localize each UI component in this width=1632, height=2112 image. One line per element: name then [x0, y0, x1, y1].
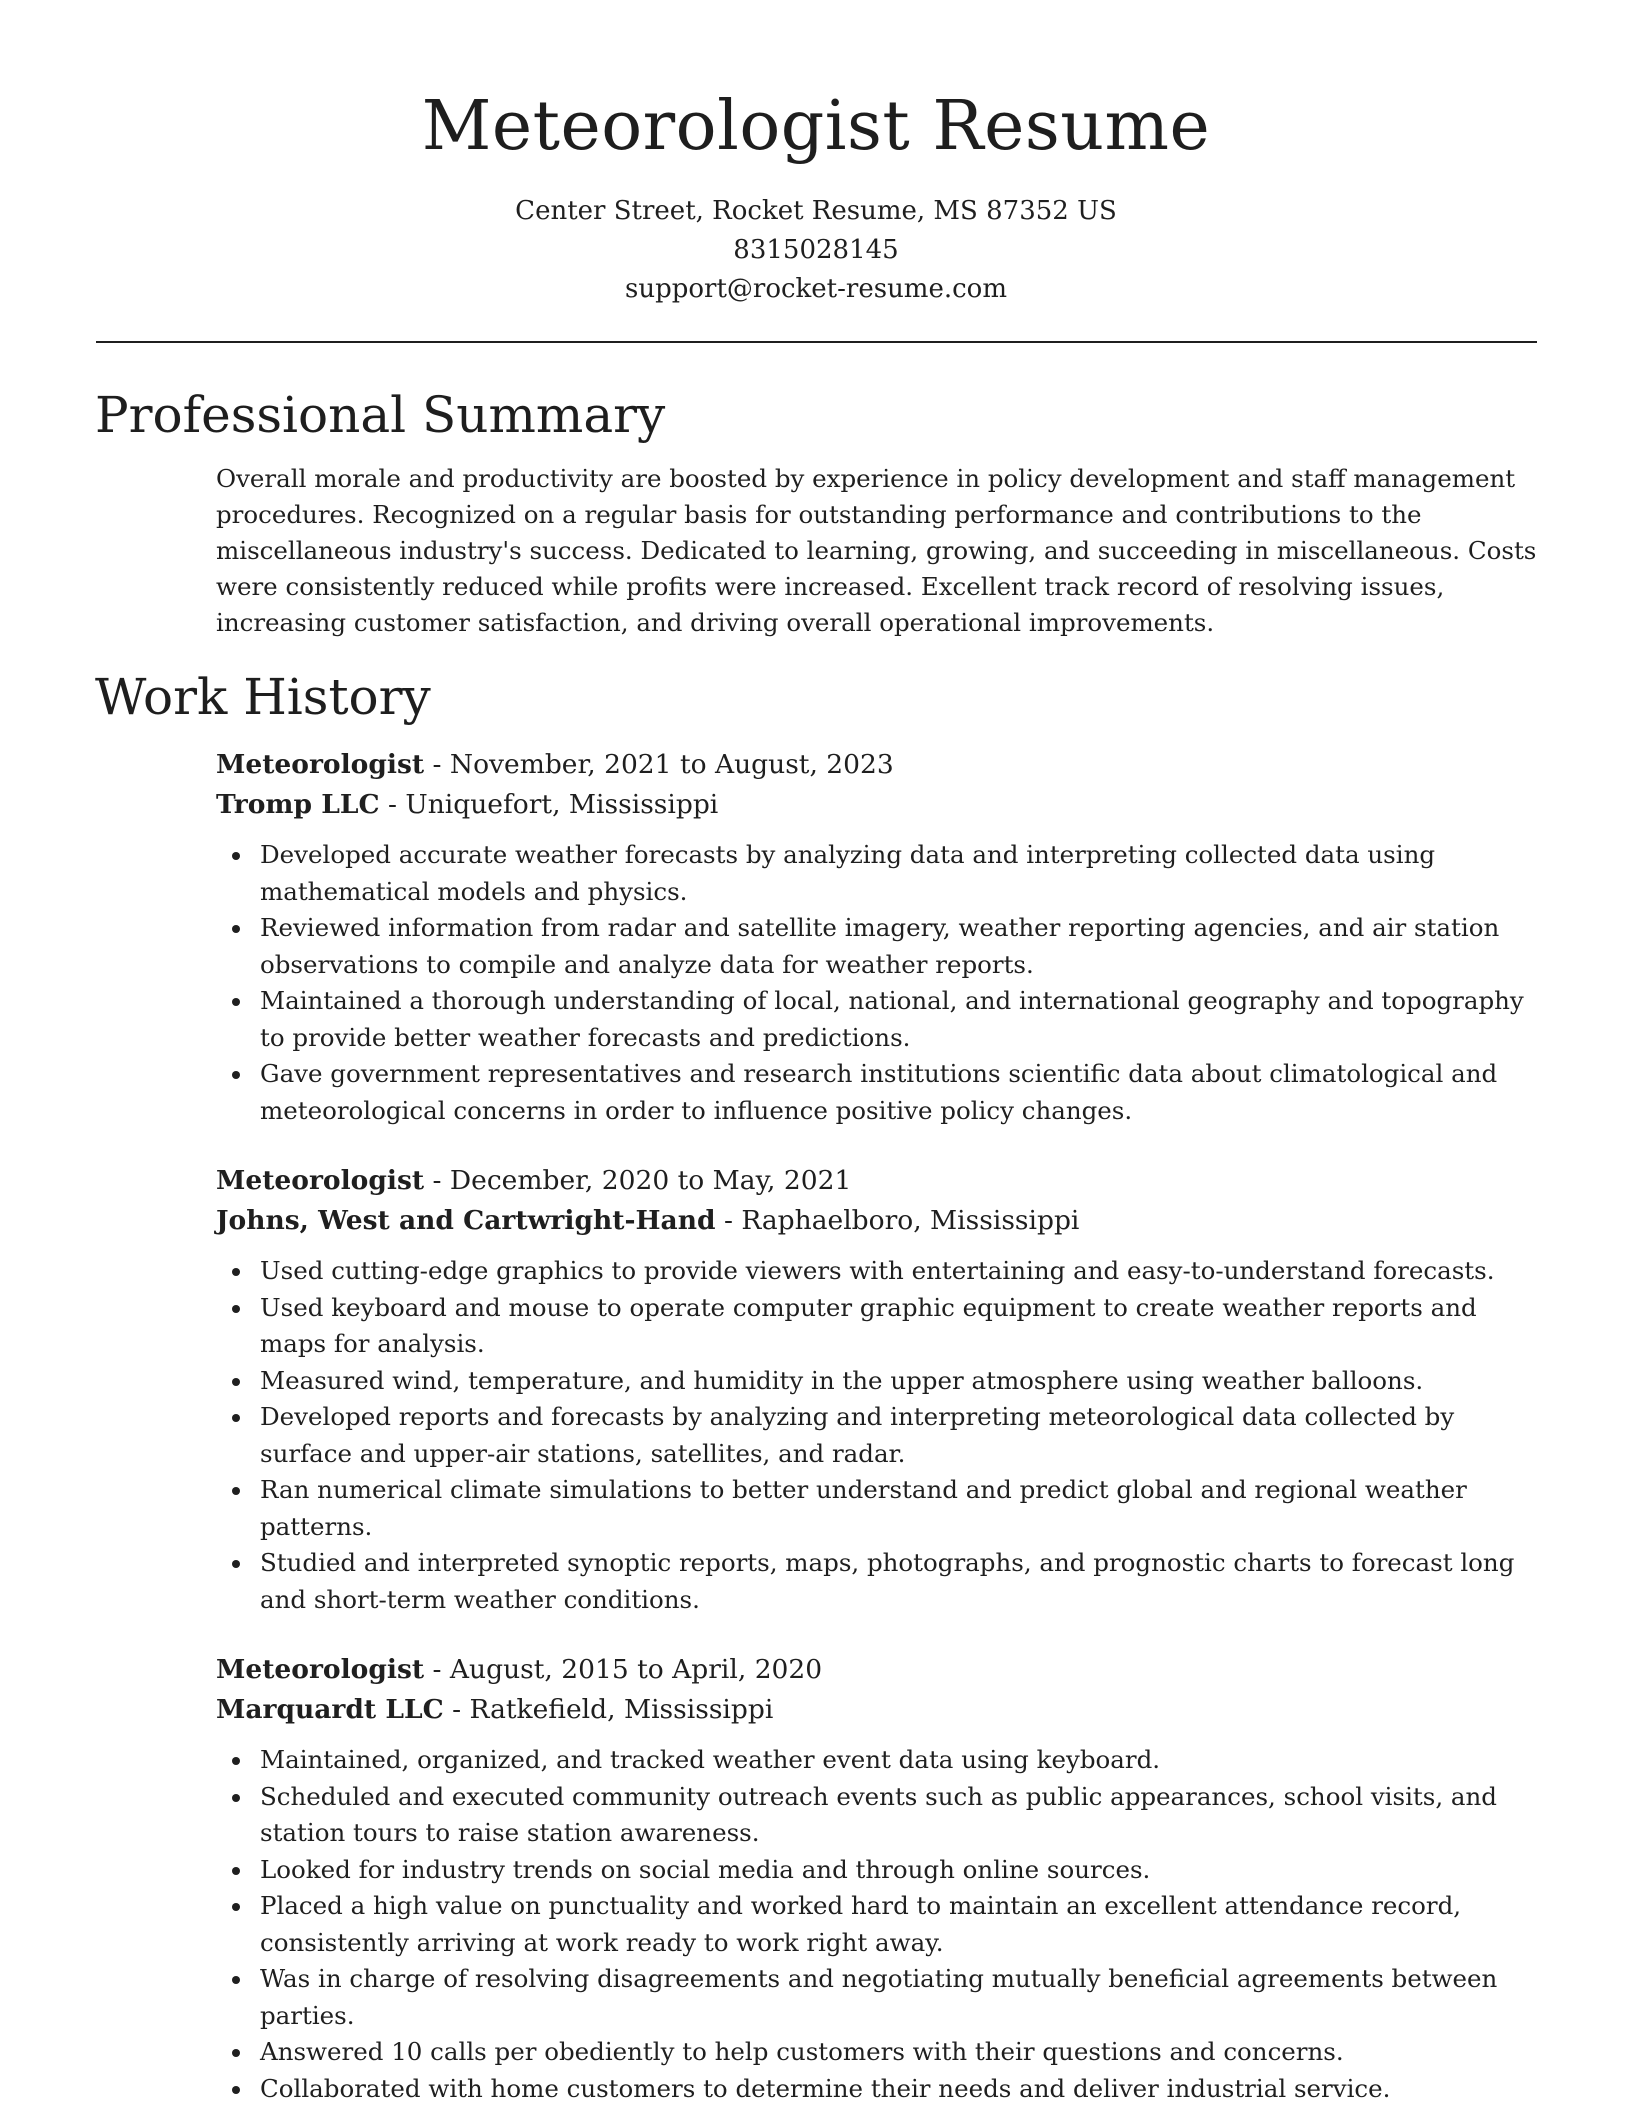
job-company-line [216, 1201, 1540, 1241]
job-duties-list [216, 1742, 1540, 2107]
job-duty-item: Used cutting-edge graphics to provide viewers with entertaining and easy-to-understand forecasts. [216, 1253, 1540, 1290]
job-company-line [216, 785, 1540, 825]
contact-phone: 8315028145 [733, 235, 899, 265]
job-company: Tromp LLC [216, 789, 380, 820]
job-duty-item: Measured wind, temperature, and humidity in the upper atmosphere using weather balloons. [216, 1363, 1540, 1400]
job-duty-item: Scheduled and executed community outreach events such as public appearances, school visits, and station tours to raise station awareness. [216, 1779, 1540, 1852]
contact-address: Center Street, Rocket Resume, MS 87352 US [515, 196, 1117, 226]
job-company: Marquardt LLC [216, 1694, 444, 1725]
job-duty-item: Developed accurate weather forecasts by analyzing data and interpreting collected data using mathematical models and physics. [216, 837, 1540, 910]
job-dates: - November, 2021 to August, 2023 [424, 749, 894, 780]
job-location: - Raphaelboro, Mississippi [715, 1205, 1080, 1236]
job-duty-item: Gave government representatives and research institutions scientific data about climatological and meteorological concerns in order to influence positive policy changes. [216, 1056, 1540, 1129]
job-duty-item: Placed a high value on punctuality and worked hard to maintain an excellent attendance record, consistently arriving at work ready to work right away. [216, 1888, 1540, 1961]
section-heading-summary: Professional Summary [95, 386, 666, 444]
job-duty-item: Collaborated with home customers to determine their needs and deliver industrial service. [216, 2071, 1540, 2108]
summary-paragraph: Overall morale and productivity are boosted by experience in policy development and staff management procedures. Recognized on a regular basis for outstanding performance and contributions to the miscellaneous industry's success. Dedicated to learning, growing, and succeeding in miscellaneous. Costs were consistently reduced while profits were increased. Excellent track record of resolving issues, increasing customer satisfaction, and driving overall operational improvements. [216, 464, 1537, 637]
job-location: - Ratkefield, Mississippi [443, 1694, 774, 1725]
header-divider [96, 341, 1537, 343]
job-entry [216, 1161, 1540, 1618]
job-duty-item: Developed reports and forecasts by analyzing and interpreting meteorological data collected by surface and upper-air stations, satellites, and radar. [216, 1399, 1540, 1472]
job-company-line [216, 1690, 1540, 1730]
job-entry [216, 1650, 1540, 2107]
job-company: Johns, West and Cartwright-Hand [216, 1205, 716, 1236]
job-duty-item: Used keyboard and mouse to operate computer graphic equipment to create weather reports and maps for analysis. [216, 1290, 1540, 1363]
resume-body [95, 383, 1540, 2107]
job-title-line [216, 1650, 1540, 1690]
job-title: Meteorologist [216, 1654, 425, 1685]
job-duty-item: Reviewed information from radar and satellite imagery, weather reporting agencies, and air station observations to compile and analyze data for weather reports. [216, 910, 1540, 983]
professional-summary-section [95, 383, 1540, 641]
resume-header [0, 0, 1632, 309]
job-duties-list [216, 837, 1540, 1129]
job-duty-item: Answered 10 calls per obediently to help customers with their questions and concerns. [216, 2034, 1540, 2071]
job-duty-item: Maintained a thorough understanding of local, national, and international geography and topography to provide better weather forecasts and predictions. [216, 983, 1540, 1056]
section-heading-work-history: Work History [95, 668, 431, 726]
job-duty-item: Studied and interpreted synoptic reports, maps, photographs, and prognostic charts to forecast long and short-term weather conditions. [216, 1545, 1540, 1618]
contact-info [0, 192, 1632, 309]
job-entry [216, 745, 1540, 1129]
job-title: Meteorologist [216, 749, 425, 780]
job-title-line [216, 1161, 1540, 1201]
job-title: Meteorologist [216, 1165, 425, 1196]
document-title: Meteorologist Resume [421, 87, 1211, 166]
job-dates: - August, 2015 to April, 2020 [424, 1654, 823, 1685]
contact-email: support@rocket-resume.com [624, 274, 1007, 304]
job-location: - Uniquefort, Mississippi [379, 789, 719, 820]
job-duty-item: Maintained, organized, and tracked weather event data using keyboard. [216, 1742, 1540, 1779]
job-dates: - December, 2020 to May, 2021 [424, 1165, 852, 1196]
job-duty-item: Ran numerical climate simulations to better understand and predict global and regional weather patterns. [216, 1472, 1540, 1545]
job-duty-item: Was in charge of resolving disagreements and negotiating mutually beneficial agreements between parties. [216, 1961, 1540, 2034]
work-history-section [95, 665, 1540, 2107]
job-duty-item: Looked for industry trends on social media and through online sources. [216, 1852, 1540, 1889]
job-title-line [216, 745, 1540, 785]
job-duties-list [216, 1253, 1540, 1618]
